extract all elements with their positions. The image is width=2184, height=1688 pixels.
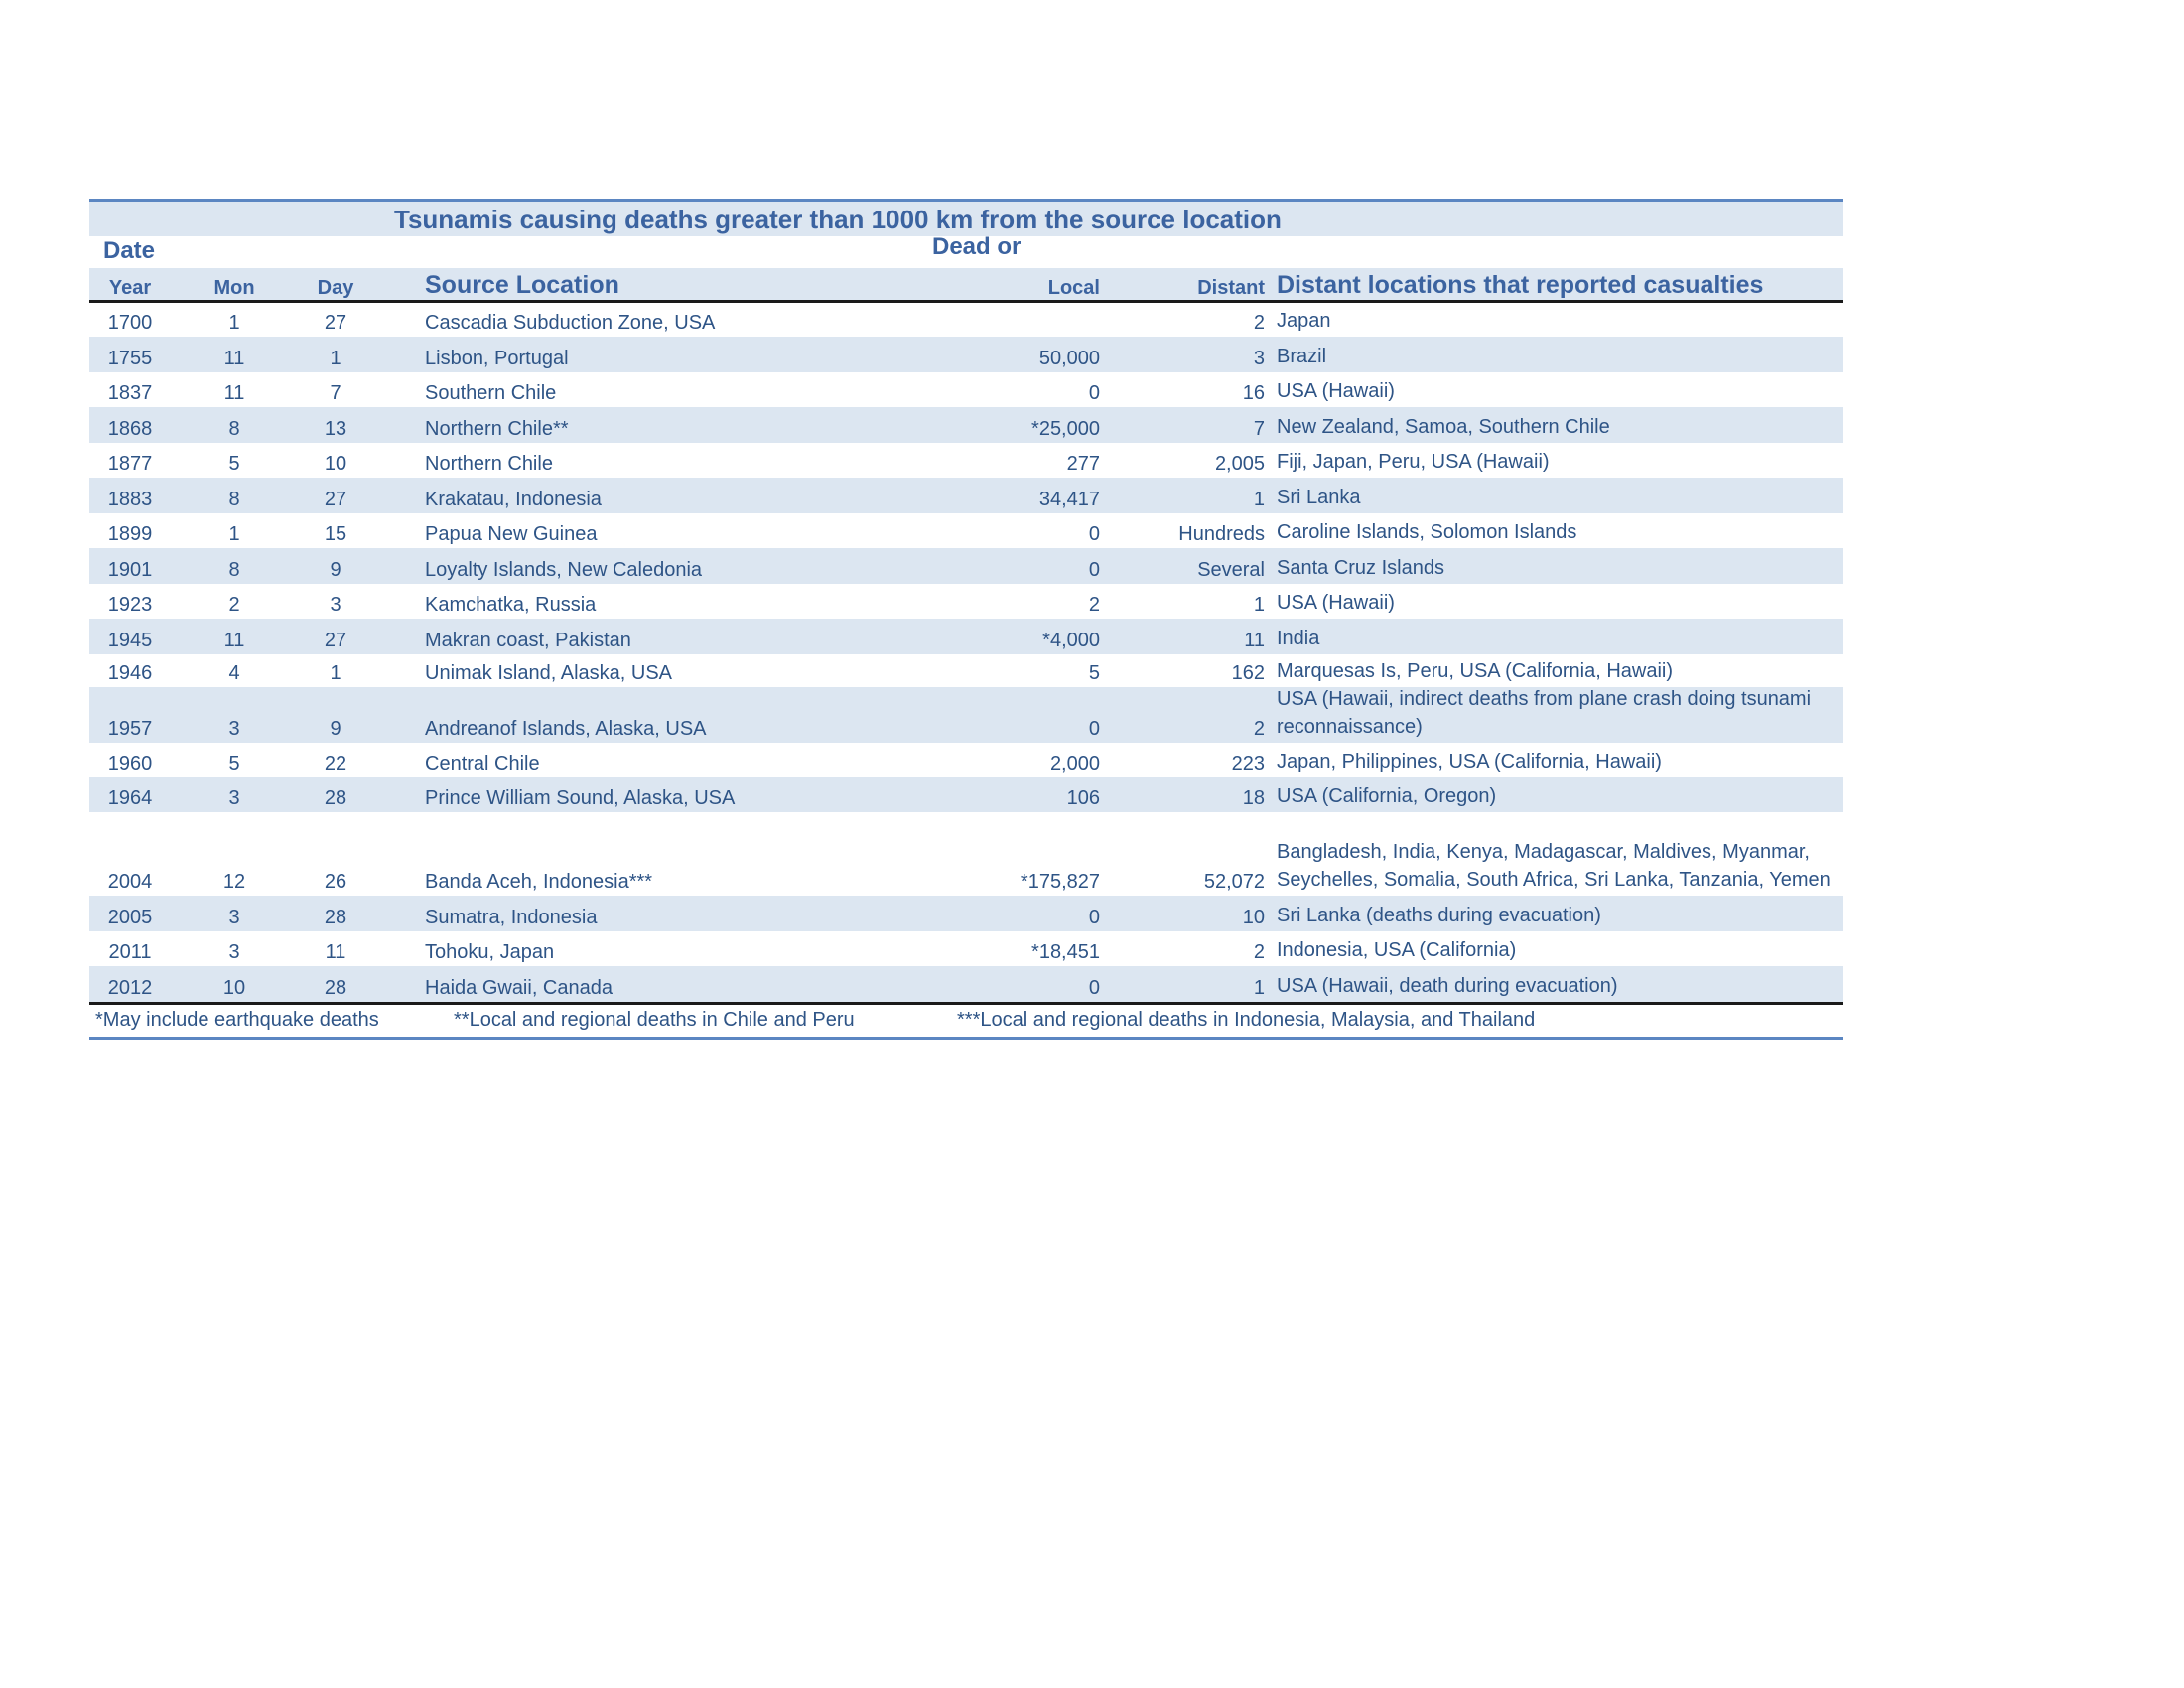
table-row bbox=[89, 337, 1843, 372]
distant-deaths-cell: 223 bbox=[1231, 753, 1265, 774]
footnote-3: ***Local and regional deaths in Indonesia, Malaysia, and Thailand bbox=[957, 1009, 1536, 1031]
source-cell: Prince William Sound, Alaska, USA bbox=[425, 787, 736, 809]
local-deaths-cell: 106 bbox=[1066, 787, 1100, 809]
table-row bbox=[89, 687, 1843, 743]
distant-deaths-cell: 1 bbox=[1253, 977, 1265, 999]
mon-cell: 10 bbox=[222, 977, 246, 999]
table-title: Tsunamis causing deaths greater than 1000 km from the source location bbox=[394, 205, 1282, 234]
day-cell: 15 bbox=[324, 523, 347, 545]
source-header: Source Location bbox=[425, 271, 619, 299]
mon-cell: 11 bbox=[223, 630, 245, 651]
table-row bbox=[89, 896, 1843, 931]
table-row bbox=[89, 443, 1843, 478]
header-row-1 bbox=[89, 233, 1843, 268]
mon-cell: 1 bbox=[228, 523, 240, 545]
source-cell: Northern Chile bbox=[425, 453, 553, 475]
dead-or-header: Dead or bbox=[932, 233, 1022, 260]
distant-deaths-cell: 18 bbox=[1242, 787, 1265, 809]
distant-deaths-cell: 7 bbox=[1253, 418, 1265, 440]
mon-header: Mon bbox=[213, 277, 255, 299]
distant-locations-cell: Caroline Islands, Solomon Islands bbox=[1277, 521, 1577, 543]
mon-cell: 12 bbox=[222, 871, 246, 893]
year-cell: 1964 bbox=[107, 787, 153, 809]
distant-deaths-cell: 1 bbox=[1253, 489, 1265, 510]
distant-locations-cell: USA (Hawaii, death during evacuation) bbox=[1277, 975, 1618, 997]
year-cell: 1901 bbox=[107, 559, 153, 581]
distant-locations-cell: Sri Lanka bbox=[1277, 487, 1361, 508]
year-cell: 2011 bbox=[108, 941, 152, 963]
day-cell: 27 bbox=[324, 630, 347, 651]
title-band bbox=[89, 202, 1843, 236]
distant-deaths-cell: 2,005 bbox=[1214, 453, 1265, 475]
source-cell: Northern Chile** bbox=[425, 418, 569, 440]
mon-cell: 1 bbox=[228, 312, 240, 334]
source-cell: Haida Gwaii, Canada bbox=[425, 977, 613, 999]
day-cell: 7 bbox=[330, 382, 341, 404]
distant-deaths-cell: 2 bbox=[1253, 718, 1265, 740]
local-deaths-cell: 0 bbox=[1088, 907, 1100, 928]
mon-cell: 4 bbox=[228, 662, 240, 684]
distant-deaths-cell: 2 bbox=[1253, 312, 1265, 334]
tsunami-table bbox=[89, 199, 1843, 1040]
mon-cell: 5 bbox=[228, 453, 240, 475]
local-deaths-cell: *175,827 bbox=[1020, 871, 1100, 893]
year-cell: 1957 bbox=[107, 718, 153, 740]
distant-locations-cell: USA (Hawaii) bbox=[1277, 592, 1395, 614]
table-body bbox=[89, 303, 1843, 1002]
day-cell: 3 bbox=[330, 594, 341, 616]
day-cell: 1 bbox=[330, 662, 341, 684]
source-cell: Cascadia Subduction Zone, USA bbox=[425, 312, 716, 334]
year-cell: 1837 bbox=[107, 382, 153, 404]
table-row bbox=[89, 743, 1843, 777]
distant-locations-cell: Fiji, Japan, Peru, USA (Hawaii) bbox=[1277, 451, 1550, 473]
local-header: Local bbox=[1047, 277, 1100, 299]
footnotes bbox=[89, 1005, 1843, 1037]
local-deaths-cell: *25,000 bbox=[1031, 418, 1100, 440]
mon-cell: 5 bbox=[228, 753, 240, 774]
source-cell: Tohoku, Japan bbox=[425, 941, 555, 963]
table-row bbox=[89, 931, 1843, 966]
year-cell: 1877 bbox=[107, 453, 153, 475]
mon-cell: 3 bbox=[228, 907, 240, 928]
local-deaths-cell: 0 bbox=[1088, 382, 1100, 404]
year-cell: 1899 bbox=[107, 523, 153, 545]
distant-locations-cell: USA (California, Oregon) bbox=[1277, 785, 1497, 807]
year-cell: 1755 bbox=[107, 348, 153, 369]
day-cell: 9 bbox=[330, 559, 341, 581]
year-cell: 2005 bbox=[107, 907, 153, 928]
source-cell: Banda Aceh, Indonesia*** bbox=[425, 871, 653, 893]
day-cell: 27 bbox=[324, 312, 347, 334]
day-cell: 9 bbox=[330, 718, 341, 740]
footnote-2: **Local and regional deaths in Chile and Peru bbox=[454, 1009, 855, 1031]
mon-cell: 3 bbox=[228, 718, 240, 740]
distant-deaths-cell: 16 bbox=[1242, 382, 1265, 404]
source-cell: Papua New Guinea bbox=[425, 523, 598, 545]
local-deaths-cell: 5 bbox=[1088, 662, 1100, 684]
table-row bbox=[89, 777, 1843, 812]
local-deaths-cell: 2 bbox=[1088, 594, 1100, 616]
local-deaths-cell: *4,000 bbox=[1042, 630, 1100, 651]
table-row bbox=[89, 966, 1843, 1002]
mon-cell: 2 bbox=[228, 594, 240, 616]
day-cell: 22 bbox=[324, 753, 347, 774]
source-cell: Loyalty Islands, New Caledonia bbox=[425, 559, 703, 581]
year-cell: 1868 bbox=[107, 418, 153, 440]
local-deaths-cell: 0 bbox=[1088, 977, 1100, 999]
year-cell: 1960 bbox=[107, 753, 153, 774]
day-cell: 28 bbox=[324, 977, 347, 999]
source-cell: Kamchatka, Russia bbox=[425, 594, 597, 616]
source-cell: Lisbon, Portugal bbox=[425, 348, 569, 369]
year-cell: 1945 bbox=[107, 630, 153, 651]
day-cell: 1 bbox=[330, 348, 341, 369]
distant-locations-cell: Santa Cruz Islands bbox=[1277, 557, 1444, 579]
distant-deaths-cell: 162 bbox=[1231, 662, 1265, 684]
local-deaths-cell: 0 bbox=[1088, 559, 1100, 581]
distant-deaths-cell: 52,072 bbox=[1203, 871, 1265, 893]
table-row bbox=[89, 812, 1843, 896]
local-deaths-cell: 0 bbox=[1088, 718, 1100, 740]
year-cell: 1700 bbox=[107, 312, 153, 334]
local-deaths-cell: 50,000 bbox=[1038, 348, 1100, 369]
mon-cell: 11 bbox=[223, 348, 245, 369]
day-cell: 27 bbox=[324, 489, 347, 510]
mon-cell: 8 bbox=[228, 418, 240, 440]
source-cell: Krakatau, Indonesia bbox=[425, 489, 602, 510]
day-cell: 10 bbox=[324, 453, 347, 475]
table-row bbox=[89, 654, 1843, 687]
day-cell: 26 bbox=[324, 871, 347, 893]
header-row-2 bbox=[89, 268, 1843, 303]
distant-deaths-cell: 2 bbox=[1253, 941, 1265, 963]
source-cell: Makran coast, Pakistan bbox=[425, 630, 631, 651]
distant-locations-cell: Brazil bbox=[1277, 346, 1327, 367]
distant-locations-header: Distant locations that reported casualties bbox=[1277, 271, 1764, 299]
table-row bbox=[89, 303, 1843, 337]
distant-locations-cell: New Zealand, Samoa, Southern Chile bbox=[1277, 416, 1610, 438]
day-cell: 13 bbox=[324, 418, 347, 440]
distant-deaths-cell: Hundreds bbox=[1178, 523, 1265, 545]
year-cell: 1923 bbox=[107, 594, 153, 616]
source-cell: Unimak Island, Alaska, USA bbox=[425, 662, 672, 684]
source-cell: Sumatra, Indonesia bbox=[425, 907, 598, 928]
mon-cell: 8 bbox=[228, 489, 240, 510]
local-deaths-cell: 277 bbox=[1066, 453, 1100, 475]
footnote-1: *May include earthquake deaths bbox=[95, 1009, 379, 1031]
end-rule bbox=[89, 1037, 1843, 1040]
local-deaths-cell: 34,417 bbox=[1038, 489, 1100, 510]
table-row bbox=[89, 513, 1843, 548]
local-deaths-cell: 0 bbox=[1088, 523, 1100, 545]
year-cell: 2004 bbox=[107, 871, 153, 893]
distant-locations-cell: USA (Hawaii) bbox=[1277, 380, 1395, 402]
table-row bbox=[89, 548, 1843, 584]
distant-locations-cell: Japan, Philippines, USA (California, Hawaii) bbox=[1277, 751, 1662, 773]
distant-locations-cell: Indonesia, USA (California) bbox=[1277, 939, 1517, 961]
local-deaths-cell: *18,451 bbox=[1031, 941, 1100, 963]
year-header: Year bbox=[108, 277, 152, 299]
source-cell: Southern Chile bbox=[425, 382, 557, 404]
distant-deaths-cell: 3 bbox=[1253, 348, 1265, 369]
mon-cell: 3 bbox=[228, 787, 240, 809]
mon-cell: 11 bbox=[223, 382, 245, 404]
distant-deaths-cell: 11 bbox=[1244, 630, 1265, 651]
distant-deaths-cell: 10 bbox=[1242, 907, 1265, 928]
day-cell: 11 bbox=[325, 941, 346, 963]
year-cell: 1883 bbox=[107, 489, 153, 510]
table-row bbox=[89, 584, 1843, 619]
mon-cell: 3 bbox=[228, 941, 240, 963]
table-row bbox=[89, 478, 1843, 513]
distant-locations-cell: Japan bbox=[1277, 310, 1331, 332]
local-deaths-cell: 2,000 bbox=[1049, 753, 1100, 774]
source-cell: Central Chile bbox=[425, 753, 540, 774]
mon-cell: 8 bbox=[228, 559, 240, 581]
distant-locations-cell: Marquesas Is, Peru, USA (California, Hawaii) bbox=[1277, 660, 1674, 682]
table-row bbox=[89, 619, 1843, 654]
distant-header: Distant bbox=[1197, 277, 1265, 299]
distant-deaths-cell: Several bbox=[1197, 559, 1265, 581]
day-header: Day bbox=[317, 277, 354, 299]
day-cell: 28 bbox=[324, 907, 347, 928]
distant-locations-cell: Sri Lanka (deaths during evacuation) bbox=[1277, 905, 1601, 926]
table-row bbox=[89, 372, 1843, 407]
distant-deaths-cell: 1 bbox=[1253, 594, 1265, 616]
year-cell: 2012 bbox=[107, 977, 153, 999]
day-cell: 28 bbox=[324, 787, 347, 809]
source-cell: Andreanof Islands, Alaska, USA bbox=[425, 718, 707, 740]
distant-locations-cell: India bbox=[1277, 628, 1320, 649]
year-cell: 1946 bbox=[107, 662, 153, 684]
date-header: Date bbox=[103, 237, 156, 264]
distant-locations-cell: USA (Hawaii, indirect deaths from plane crash doing tsunami reconnaissance) bbox=[1277, 688, 1812, 738]
table-row bbox=[89, 407, 1843, 443]
distant-locations-cell: Bangladesh, India, Kenya, Madagascar, Maldives, Myanmar, Seychelles, Somalia, South Africa, Sri Lanka, Tanzania, Yemen bbox=[1277, 841, 1831, 891]
